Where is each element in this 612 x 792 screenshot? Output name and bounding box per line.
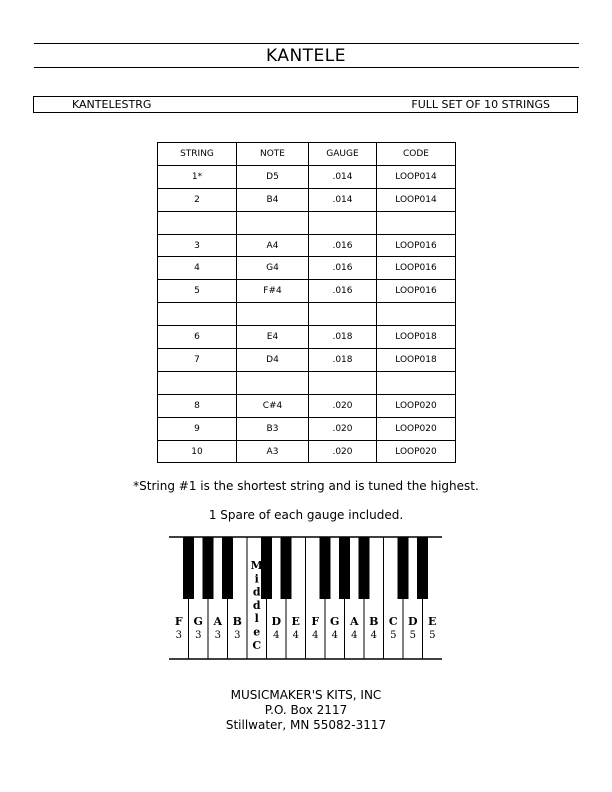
key-octave-number: 4 bbox=[370, 630, 377, 641]
key-note-letter: D bbox=[407, 615, 418, 628]
footnote: *String #1 is the shortest string and is tuned the highest. bbox=[133, 479, 479, 493]
cell-note: B3 bbox=[237, 417, 309, 440]
key-octave-number: 3 bbox=[234, 630, 241, 641]
key-note-letter: B bbox=[232, 615, 242, 628]
cell-string: 9 bbox=[158, 417, 237, 440]
cell-string: 7 bbox=[158, 349, 237, 372]
cell-gauge: .014 bbox=[309, 188, 377, 211]
key-octave-number: 3 bbox=[214, 630, 221, 641]
key-note-letter: F bbox=[174, 615, 183, 628]
key-octave-number: 5 bbox=[409, 630, 416, 641]
key-octave-number: 5 bbox=[390, 630, 397, 641]
key-octave-number: 4 bbox=[292, 630, 299, 641]
key-note-letter: G bbox=[193, 615, 203, 628]
city-state-zip: Stillwater, MN 55082-3117 bbox=[225, 718, 387, 732]
cell-code: LOOP020 bbox=[377, 417, 456, 440]
black-key bbox=[281, 537, 292, 599]
key-note-letter: F bbox=[311, 615, 320, 628]
header-string: STRING bbox=[158, 143, 237, 166]
cell-note: C#4 bbox=[237, 394, 309, 417]
cell-gauge: .016 bbox=[309, 257, 377, 280]
black-key bbox=[183, 537, 194, 599]
middle-c-label: M i d d l e C bbox=[250, 559, 263, 652]
black-key bbox=[417, 537, 428, 599]
black-key bbox=[398, 537, 409, 599]
cell-note: D4 bbox=[237, 349, 309, 372]
black-key bbox=[203, 537, 214, 599]
spares-note: 1 Spare of each gauge included. bbox=[208, 508, 404, 522]
cell-string: 5 bbox=[158, 280, 237, 303]
cell-code: LOOP016 bbox=[377, 234, 456, 257]
key-note-letter: E bbox=[291, 615, 300, 628]
cell-gauge: .020 bbox=[309, 417, 377, 440]
po-box: P.O. Box 2117 bbox=[264, 703, 348, 717]
key-octave-number: 4 bbox=[273, 630, 280, 641]
key-note-letter: A bbox=[349, 615, 359, 628]
cell-note: F#4 bbox=[237, 280, 309, 303]
key-octave-number: 4 bbox=[312, 630, 319, 641]
cell-gauge: .016 bbox=[309, 280, 377, 303]
cell-code: LOOP014 bbox=[377, 188, 456, 211]
cell-code: LOOP018 bbox=[377, 326, 456, 349]
cell-gauge: .014 bbox=[309, 165, 377, 188]
cell-code: LOOP018 bbox=[377, 349, 456, 372]
key-octave-number: 4 bbox=[331, 630, 338, 641]
cell-code: LOOP014 bbox=[377, 165, 456, 188]
cell-gauge: .018 bbox=[309, 349, 377, 372]
product-sku: KANTELESTRG bbox=[72, 98, 152, 111]
cell-string: 1* bbox=[158, 165, 237, 188]
cell-code: LOOP016 bbox=[377, 280, 456, 303]
cell-string: 8 bbox=[158, 394, 237, 417]
black-key bbox=[359, 537, 370, 599]
key-note-letter: D bbox=[271, 615, 282, 628]
cell-gauge: .018 bbox=[309, 326, 377, 349]
cell-note: D5 bbox=[237, 165, 309, 188]
black-key bbox=[222, 537, 233, 599]
cell-gauge: .016 bbox=[309, 234, 377, 257]
cell-gauge: .020 bbox=[309, 440, 377, 463]
page-title: KANTELE bbox=[265, 46, 347, 66]
cell-note: A4 bbox=[237, 234, 309, 257]
cell-string: 4 bbox=[158, 257, 237, 280]
company-name: MUSICMAKER'S KITS, INC bbox=[230, 688, 382, 702]
cell-note: A3 bbox=[237, 440, 309, 463]
company-address bbox=[0, 688, 612, 733]
header-gauge: GAUGE bbox=[309, 143, 377, 166]
cell-note: G4 bbox=[237, 257, 309, 280]
key-note-letter: G bbox=[330, 615, 340, 628]
key-note-letter: A bbox=[213, 615, 223, 628]
key-octave-number: 5 bbox=[429, 630, 436, 641]
key-note-letter: B bbox=[369, 615, 379, 628]
black-key bbox=[339, 537, 350, 599]
key-octave-number: 3 bbox=[175, 630, 182, 641]
header-note: NOTE bbox=[237, 143, 309, 166]
black-key bbox=[320, 537, 331, 599]
cell-code: LOOP020 bbox=[377, 394, 456, 417]
key-note-letter: C bbox=[388, 615, 398, 628]
cell-string: 6 bbox=[158, 326, 237, 349]
cell-string: 10 bbox=[158, 440, 237, 463]
cell-note: E4 bbox=[237, 326, 309, 349]
key-note-letter: E bbox=[428, 615, 437, 628]
header-code: CODE bbox=[377, 143, 456, 166]
cell-string: 2 bbox=[158, 188, 237, 211]
cell-note: B4 bbox=[237, 188, 309, 211]
key-octave-number: 4 bbox=[351, 630, 358, 641]
product-description: FULL SET OF 10 STRINGS bbox=[411, 98, 550, 111]
cell-code: LOOP020 bbox=[377, 440, 456, 463]
cell-code: LOOP016 bbox=[377, 257, 456, 280]
cell-string: 3 bbox=[158, 234, 237, 257]
cell-gauge: .020 bbox=[309, 394, 377, 417]
key-octave-number: 3 bbox=[195, 630, 202, 641]
